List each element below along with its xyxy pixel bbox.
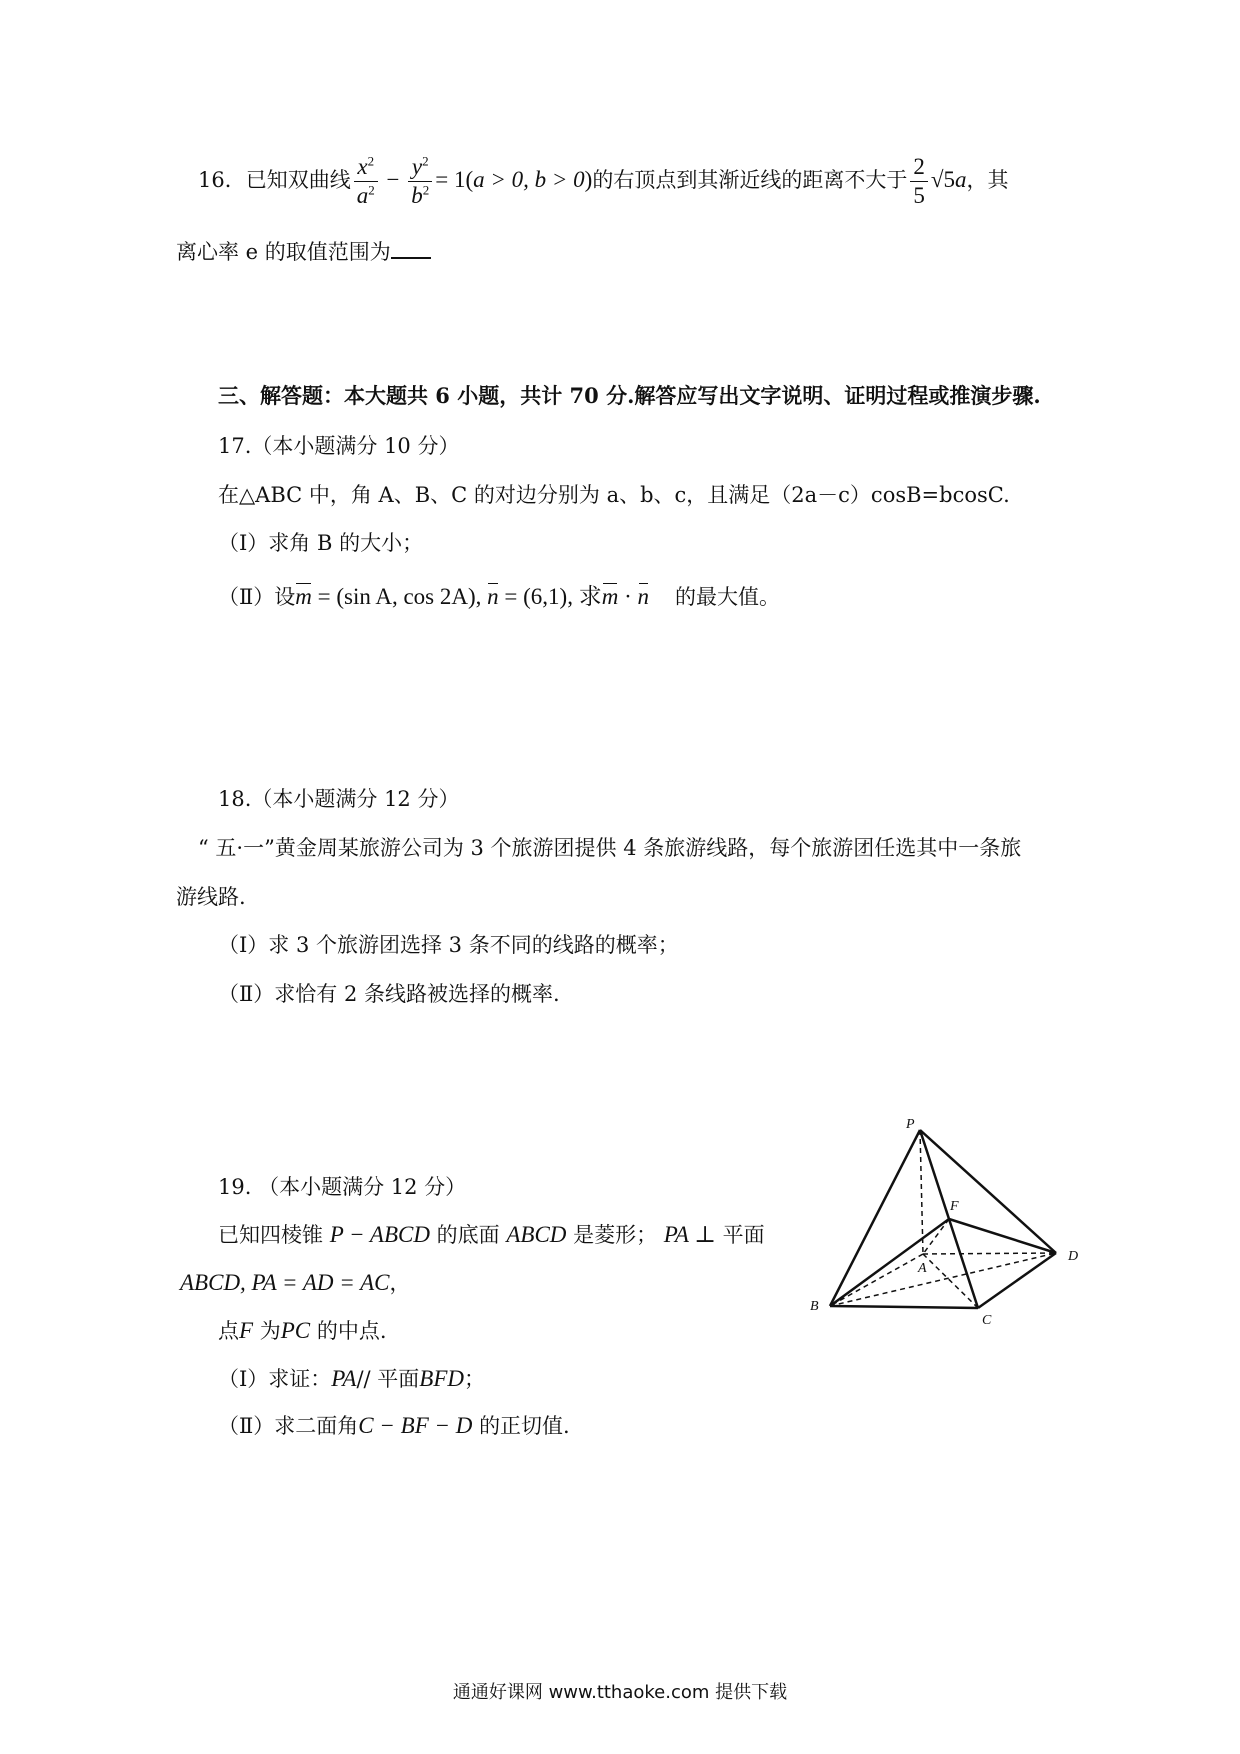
q17-n-def: = (6,1), 求 (498, 584, 602, 609)
edge-fd (949, 1219, 1056, 1253)
q16-eq: = 1( (435, 167, 474, 192)
q19-line2-tail: ， (389, 1271, 411, 1295)
q19-header: 19. （本小题满分 12 分） (218, 1175, 467, 1199)
q16-cond: a > 0, b > 0 (473, 167, 585, 192)
q17-part2-prefix: （Ⅱ）设 (218, 585, 296, 609)
q16-close: ) (584, 167, 593, 192)
q18-part2: （Ⅱ）求恰有 2 条线路被选择的概率. (218, 982, 560, 1006)
q17-vec-m: m (295, 582, 312, 612)
q19-part1-pa: PA (331, 1366, 357, 1391)
q16-answer-blank (391, 237, 431, 259)
label-b: B (810, 1299, 819, 1314)
edge-bd (830, 1253, 1056, 1306)
q18-stem-line1: “ 五·一”黄金周某旅游公司为 3 个旅游团提供 4 条旅游线路，每个旅游团任选其中一条旅 (198, 836, 1022, 860)
section3-heading: 三、解答题：本大题共 6 小题，共计 70 分.解答应写出文字说明、证明过程或推演步骤. (218, 383, 1041, 408)
q19-part1-b: // 平面 (356, 1367, 420, 1391)
q18-stem-line2: 游线路. (176, 885, 246, 909)
footer-credit: 通通好课网 www.tthaoke.com 提供下载 (452, 1682, 788, 1703)
q19-part1-bfd: BFD (419, 1366, 464, 1391)
q19-pa-perp: PA ⊥ (663, 1222, 716, 1247)
q17-part2 (218, 582, 780, 612)
edge-cd (978, 1253, 1056, 1308)
q19-part1-a: （Ⅰ）求证： (218, 1367, 332, 1391)
q17-vec-m2: m (602, 582, 619, 612)
label-f: F (950, 1199, 959, 1214)
q16-line2 (176, 237, 431, 267)
label-p: P (906, 1117, 915, 1132)
q19-part2-b: 的正切值. (479, 1414, 570, 1438)
edge-pa (920, 1130, 923, 1254)
q19-part1 (218, 1364, 485, 1394)
q17-m-def: = (sin A, cos 2A), (311, 584, 488, 609)
q19-line2 (180, 1268, 411, 1298)
q19-line1-c: 是菱形； (573, 1223, 658, 1247)
q16-frac-25: $\frac{2}{5}$ (910, 153, 928, 210)
q17-stem: 在△ABC 中，角 A、B、C 的对边分别为 a、b、c，且满足（2a－c）cosB=bcosC. (218, 483, 1010, 507)
q19-line2-math: ABCD, PA = AD = AC (180, 1270, 390, 1295)
q19-part2-a: （Ⅱ）求二面角 (218, 1414, 359, 1438)
q17-header: 17.（本小题满分 10 分） (218, 434, 460, 458)
q19-pabcd: P − ABCD (329, 1222, 430, 1247)
q19-line3-c: 的中点. (316, 1319, 387, 1343)
q19-line1-d: 平面 (722, 1223, 765, 1247)
q19-f: F (239, 1318, 254, 1343)
q16-line2-text: 离心率 e 的取值范围为 (176, 240, 391, 264)
q16-text-a: 已知双曲线 (245, 168, 351, 192)
q16-frac-y: $\frac{y^2}{b^2}$ (408, 153, 432, 210)
edge-bc (830, 1306, 978, 1308)
q19-part2 (218, 1411, 570, 1441)
q17-vec-n2: n (638, 582, 650, 612)
q16-sqrt: √5 (930, 167, 955, 192)
q18-part1: （Ⅰ）求 3 个旅游团选择 3 条不同的线路的概率； (218, 933, 679, 957)
q18-header: 18.（本小题满分 12 分） (218, 787, 460, 811)
q17-vec-n: n (487, 582, 499, 612)
q16-frac-x: $\frac{x^2}{a^2}$ (354, 153, 378, 210)
q16-number: 16． (198, 168, 246, 192)
q19-abcd: ABCD (506, 1222, 567, 1247)
label-d: D (1068, 1249, 1079, 1264)
q19-part2-angle: C − BF − D (358, 1413, 473, 1438)
q16-tail: ，其 (966, 168, 1009, 192)
q17-part1: （Ⅰ）求角 B 的大小； (218, 531, 424, 555)
q17-dot: · (618, 584, 638, 609)
q19-line1-a: 已知四棱锥 (218, 1223, 323, 1247)
q16-line1: 16．已知双曲线 $\frac{x^2}{a^2}$ − $\frac{y^2}{b^2}$ = 1(a > 0, b > 0)的右顶点到其渐近线的距离不大于 $\frac{2}{5}$ √5a，其 (198, 153, 1009, 208)
q19-pc: PC (280, 1318, 311, 1343)
q19-line1 (218, 1220, 765, 1250)
q16-a: a (954, 167, 967, 192)
edge-pb (830, 1130, 920, 1306)
q16-text-b: 的右顶点到其渐近线的距离不大于 (592, 168, 908, 192)
q19-part1-c: ； (463, 1367, 485, 1391)
q19-line3-b: 为 (259, 1319, 281, 1343)
label-c: C (982, 1313, 992, 1328)
pyramid-figure (800, 1110, 1100, 1350)
q19-line3-a: 点 (218, 1319, 239, 1343)
q17-part2-suffix: 的最大值。 (675, 585, 780, 609)
label-a: A (918, 1261, 927, 1276)
q19-line1-b: 的底面 (436, 1223, 500, 1247)
edge-ad (923, 1253, 1056, 1254)
q19-line3 (218, 1316, 387, 1346)
